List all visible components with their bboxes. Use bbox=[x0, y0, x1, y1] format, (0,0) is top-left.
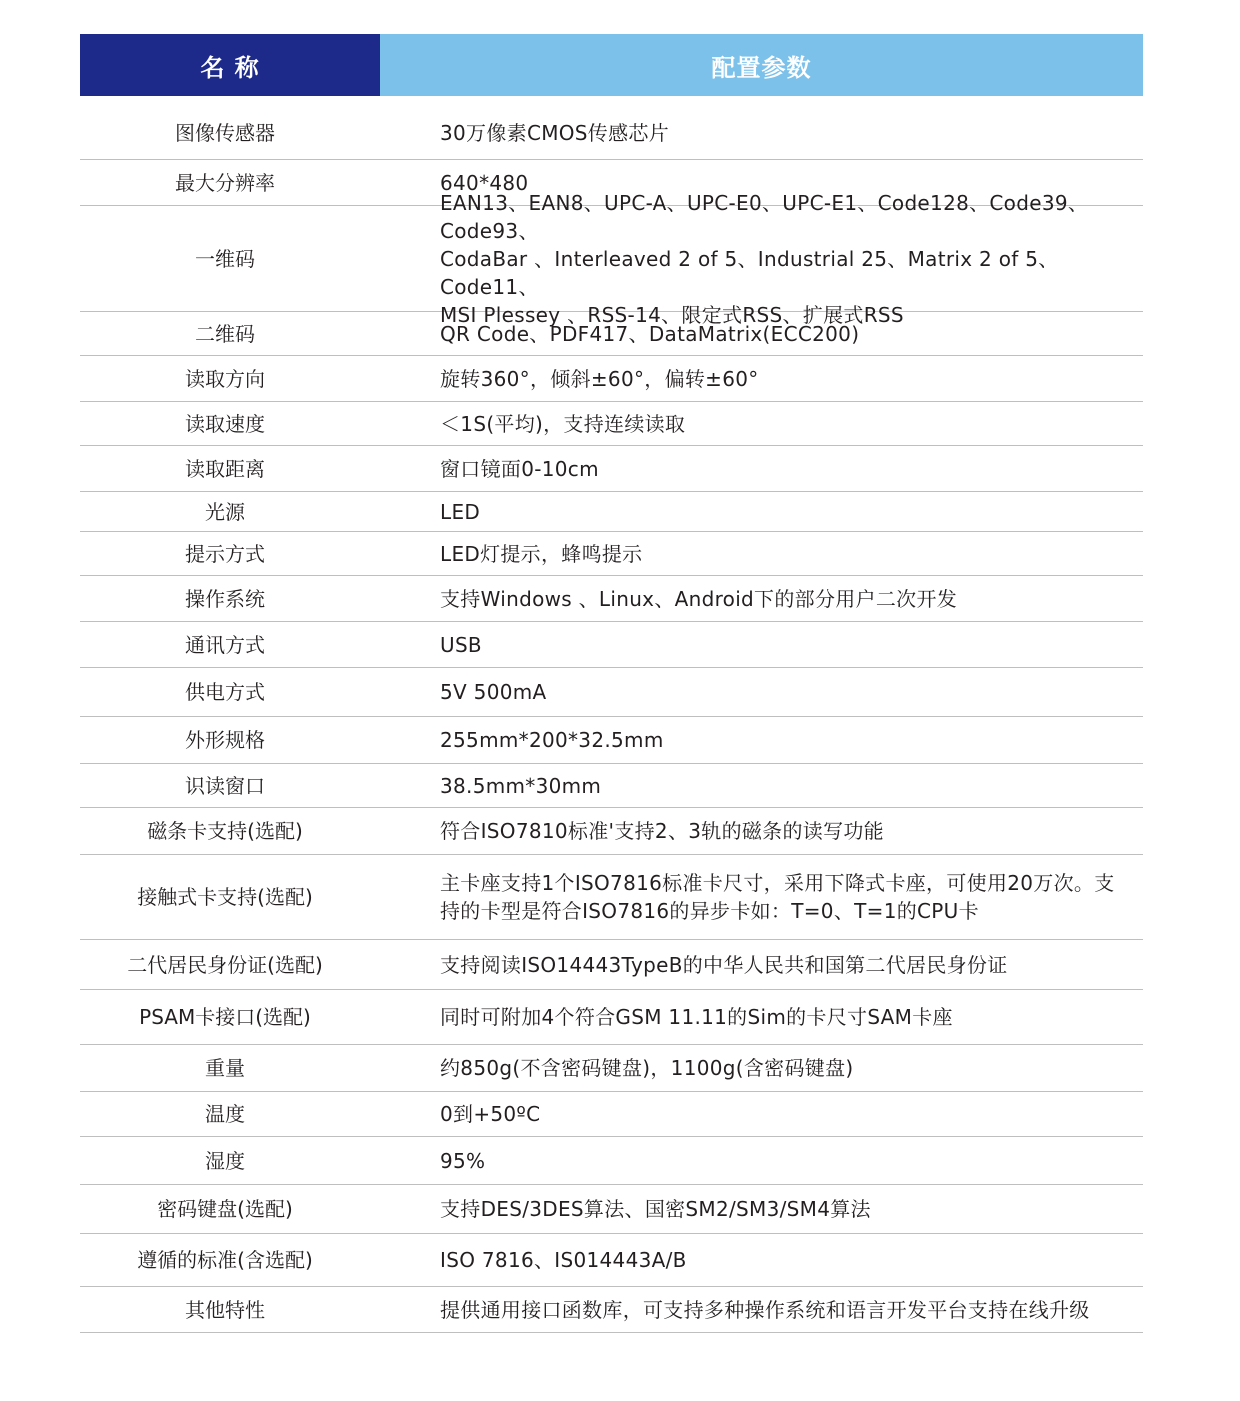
spec-value: ISO 7816、IS014443A/B bbox=[440, 1248, 687, 1272]
spec-name: 识读窗口 bbox=[185, 773, 265, 798]
table-row bbox=[80, 1185, 1143, 1234]
table-row bbox=[80, 356, 1143, 402]
spec-value: EAN13、EAN8、UPC-A、UPC-E0、UPC-E1、Code128、Code39、Code93、 CodaBar 、Interleaved 2 of 5、Industrial 25、Matrix 2 of 5、Code11、 MSI Plessey 、RSS-14、限定式RSS、扩展式RSS bbox=[440, 190, 1089, 327]
spec-value: 5V 500mA bbox=[440, 680, 547, 704]
table-row bbox=[80, 532, 1143, 576]
spec-name: 通讯方式 bbox=[185, 632, 265, 657]
spec-value: 30万像素CMOS传感芯片 bbox=[440, 120, 670, 145]
table-row bbox=[80, 190, 1143, 327]
spec-value: 支持DES/3DES算法、国密SM2/SM3/SM4算法 bbox=[440, 1197, 871, 1221]
spec-value: 640*480 bbox=[440, 170, 529, 195]
spec-value: 同时可附加4个符合GSM 11.11的Sim的卡尺寸SAM卡座 bbox=[440, 1005, 953, 1029]
spec-value: USB bbox=[440, 632, 482, 657]
spec-name: 密码键盘(选配) bbox=[157, 1197, 293, 1221]
spec-name: 一维码 bbox=[195, 246, 255, 271]
header-name-cell: 名 称 bbox=[80, 34, 380, 96]
table-row bbox=[80, 1287, 1143, 1333]
spec-value: 95% bbox=[440, 1148, 486, 1173]
table-row bbox=[80, 940, 1143, 990]
table-row bbox=[80, 1045, 1143, 1092]
table-row bbox=[80, 576, 1143, 622]
spec-table bbox=[80, 34, 1143, 1333]
spec-name: 光源 bbox=[205, 499, 245, 524]
header-value-cell: 配置参数 bbox=[380, 34, 1143, 96]
spec-name: 读取速度 bbox=[185, 411, 265, 436]
table-row bbox=[80, 312, 1143, 356]
table-row bbox=[80, 402, 1143, 446]
spec-name: 二代居民身份证(选配) bbox=[127, 952, 323, 977]
table-row bbox=[80, 990, 1143, 1045]
spec-name: 提示方式 bbox=[185, 541, 265, 566]
spec-value: 提供通用接口函数库，可支持多种操作系统和语言开发平台支持在线升级 bbox=[440, 1297, 1090, 1322]
spec-name: 接触式卡支持(选配) bbox=[137, 885, 313, 909]
spec-name: 图像传感器 bbox=[175, 120, 275, 145]
spec-name: 外形规格 bbox=[185, 728, 265, 752]
table-row bbox=[80, 764, 1143, 808]
table-row bbox=[80, 668, 1143, 717]
spec-name: 湿度 bbox=[205, 1148, 245, 1173]
spec-value: 主卡座支持1个ISO7816标准卡尺寸，采用下降式卡座，可使用20万次。支 持的卡型是符合ISO7816的异步卡如：T=0、T=1的CPU卡 bbox=[440, 871, 1115, 923]
spec-name: 二维码 bbox=[195, 321, 255, 346]
spec-value: LED灯提示，蜂鸣提示 bbox=[440, 541, 643, 566]
spec-value: QR Code、PDF417、DataMatrix(ECC200) bbox=[440, 321, 860, 346]
table-row bbox=[80, 492, 1143, 532]
spec-value: 38.5mm*30mm bbox=[440, 773, 602, 798]
spec-value: 窗口镜面0-10cm bbox=[440, 456, 599, 481]
spec-name: 操作系统 bbox=[185, 586, 265, 611]
spec-name: 磁条卡支持(选配) bbox=[147, 819, 303, 843]
spec-name: 重量 bbox=[205, 1056, 245, 1080]
table-body bbox=[80, 96, 1143, 1333]
table-row bbox=[80, 446, 1143, 492]
spec-name: 遵循的标准(含选配) bbox=[137, 1248, 313, 1272]
spec-value: 255mm*200*32.5mm bbox=[440, 728, 664, 752]
table-row bbox=[80, 106, 1143, 160]
spec-value: 符合ISO7810标准'支持2、3轨的磁条的读写功能 bbox=[440, 819, 884, 843]
spec-value: ＜1S(平均)，支持连续读取 bbox=[440, 411, 686, 436]
spec-name: 读取方向 bbox=[185, 366, 265, 391]
spec-value: 支持阅读ISO14443TypeB的中华人民共和国第二代居民身份证 bbox=[440, 952, 1008, 977]
spec-value: 0到+50ºC bbox=[440, 1102, 541, 1126]
spec-name: 最大分辨率 bbox=[175, 170, 275, 195]
spec-name: 读取距离 bbox=[185, 456, 265, 481]
table-row bbox=[80, 855, 1143, 940]
spec-name: 其他特性 bbox=[185, 1297, 265, 1322]
spec-name: 供电方式 bbox=[185, 680, 265, 704]
table-row bbox=[80, 1092, 1143, 1137]
spec-value: 支持Windows 、Linux、Android下的部分用户二次开发 bbox=[440, 586, 958, 611]
table-row bbox=[80, 1234, 1143, 1287]
spec-name: 温度 bbox=[205, 1102, 245, 1126]
table-row bbox=[80, 717, 1143, 764]
table-row bbox=[80, 1137, 1143, 1185]
spec-value: LED bbox=[440, 499, 481, 524]
table-row bbox=[80, 622, 1143, 668]
spec-name: PSAM卡接口(选配) bbox=[139, 1005, 311, 1029]
spec-value: 旋转360°，倾斜±60°，偏转±60° bbox=[440, 366, 759, 391]
table-header bbox=[80, 34, 1143, 96]
spec-value: 约850g(不含密码键盘)，1100g(含密码键盘) bbox=[440, 1056, 854, 1080]
table-row bbox=[80, 808, 1143, 855]
